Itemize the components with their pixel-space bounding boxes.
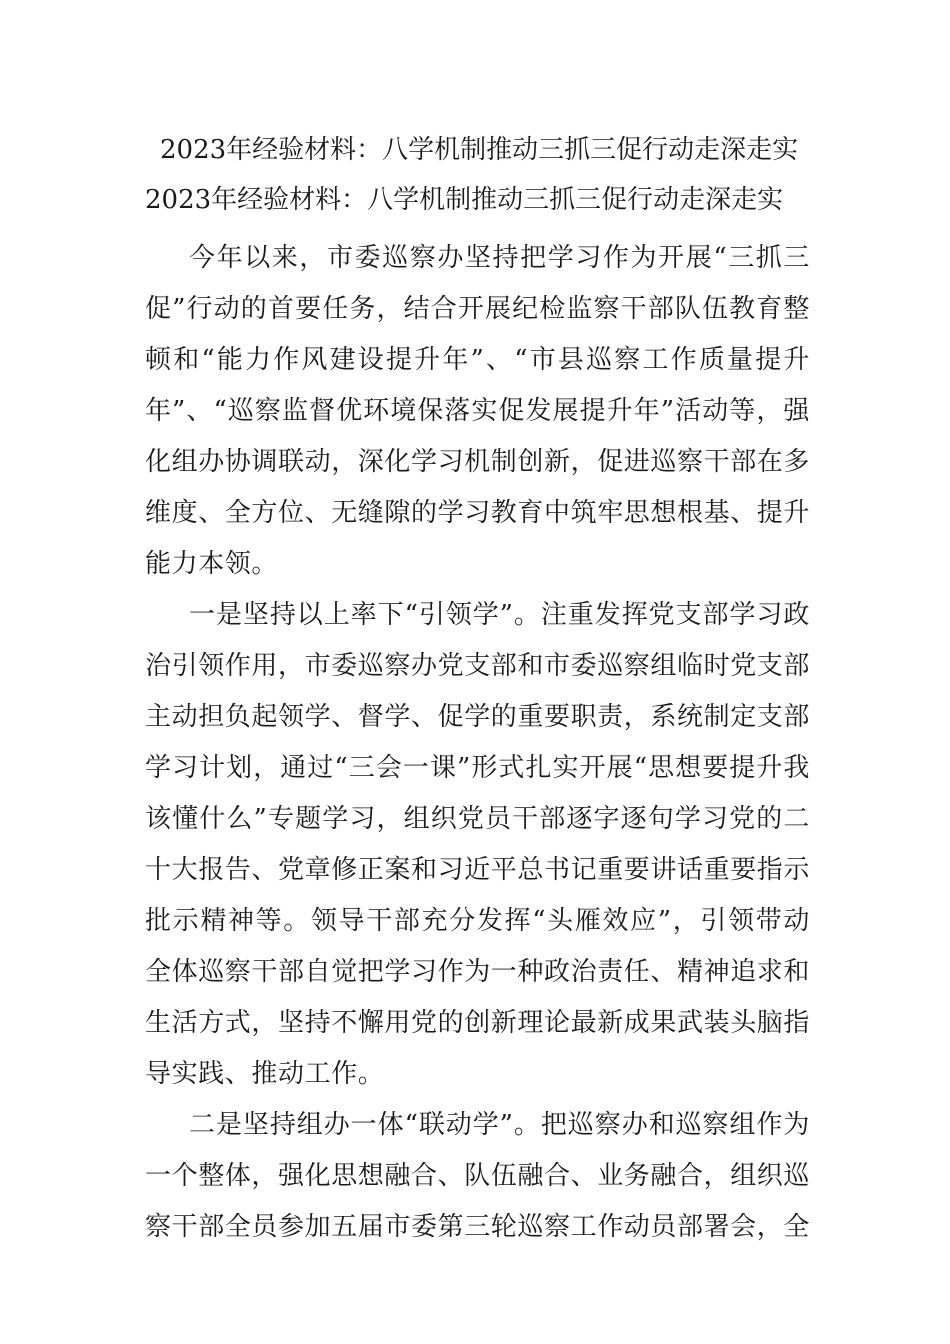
paragraph-intro: 今年以来，市委巡察办坚持把学习作为开展“三抓三促”行动的首要任务，结合开展纪检监察干部队伍教育整顿和“能力作风建设提升年”、“市县巡察工作质量提升年”、“巡察监督优环境保落实促发展提升年”活动等，强化组办协调联动，深化学习机制创新，促进巡察干部在多维度、全方位、无缝隙的学习教育中筑牢思想根基、提升能力本领。 [145, 243, 811, 579]
document-title-line-1: 2023年经验材料：八学机制推动三抓三促行动走深走实 [160, 135, 799, 165]
document-title-line-2: 2023年经验材料：八学机制推动三抓三促行动走深走实 [145, 185, 784, 215]
paragraph-point-2: 二是坚持组办一体“联动学”。把巡察办和巡察组作为一个整体，强化思想融合、队伍融合、业务融合，组织巡察干部全员参加五届市委第三轮巡察工作动员部署会，全 [145, 1110, 811, 1242]
paragraph-point-1: 一是坚持以上率下“引领学”。注重发挥党支部学习政治引领作用，市委巡察办党支部和市委巡察组临时党支部主动担负起领学、督学、促学的重要职责，系统制定支部学习计划，通过“三会一课”形式扎实开展“思想要提升我该懂什么”专题学习，组织党员干部逐字逐句学习党的二十大报告、党章修正案和习近平总书记重要讲话重要指示批示精神等。领导干部充分发挥“头雁效应”，引领带动全体巡察干部自觉把学习作为一种政治责任、精神追求和生活方式，坚持不懈用党的创新理论最新成果武装头脑指导实践、推动工作。 [145, 600, 811, 1089]
document-body [145, 233, 810, 1253]
